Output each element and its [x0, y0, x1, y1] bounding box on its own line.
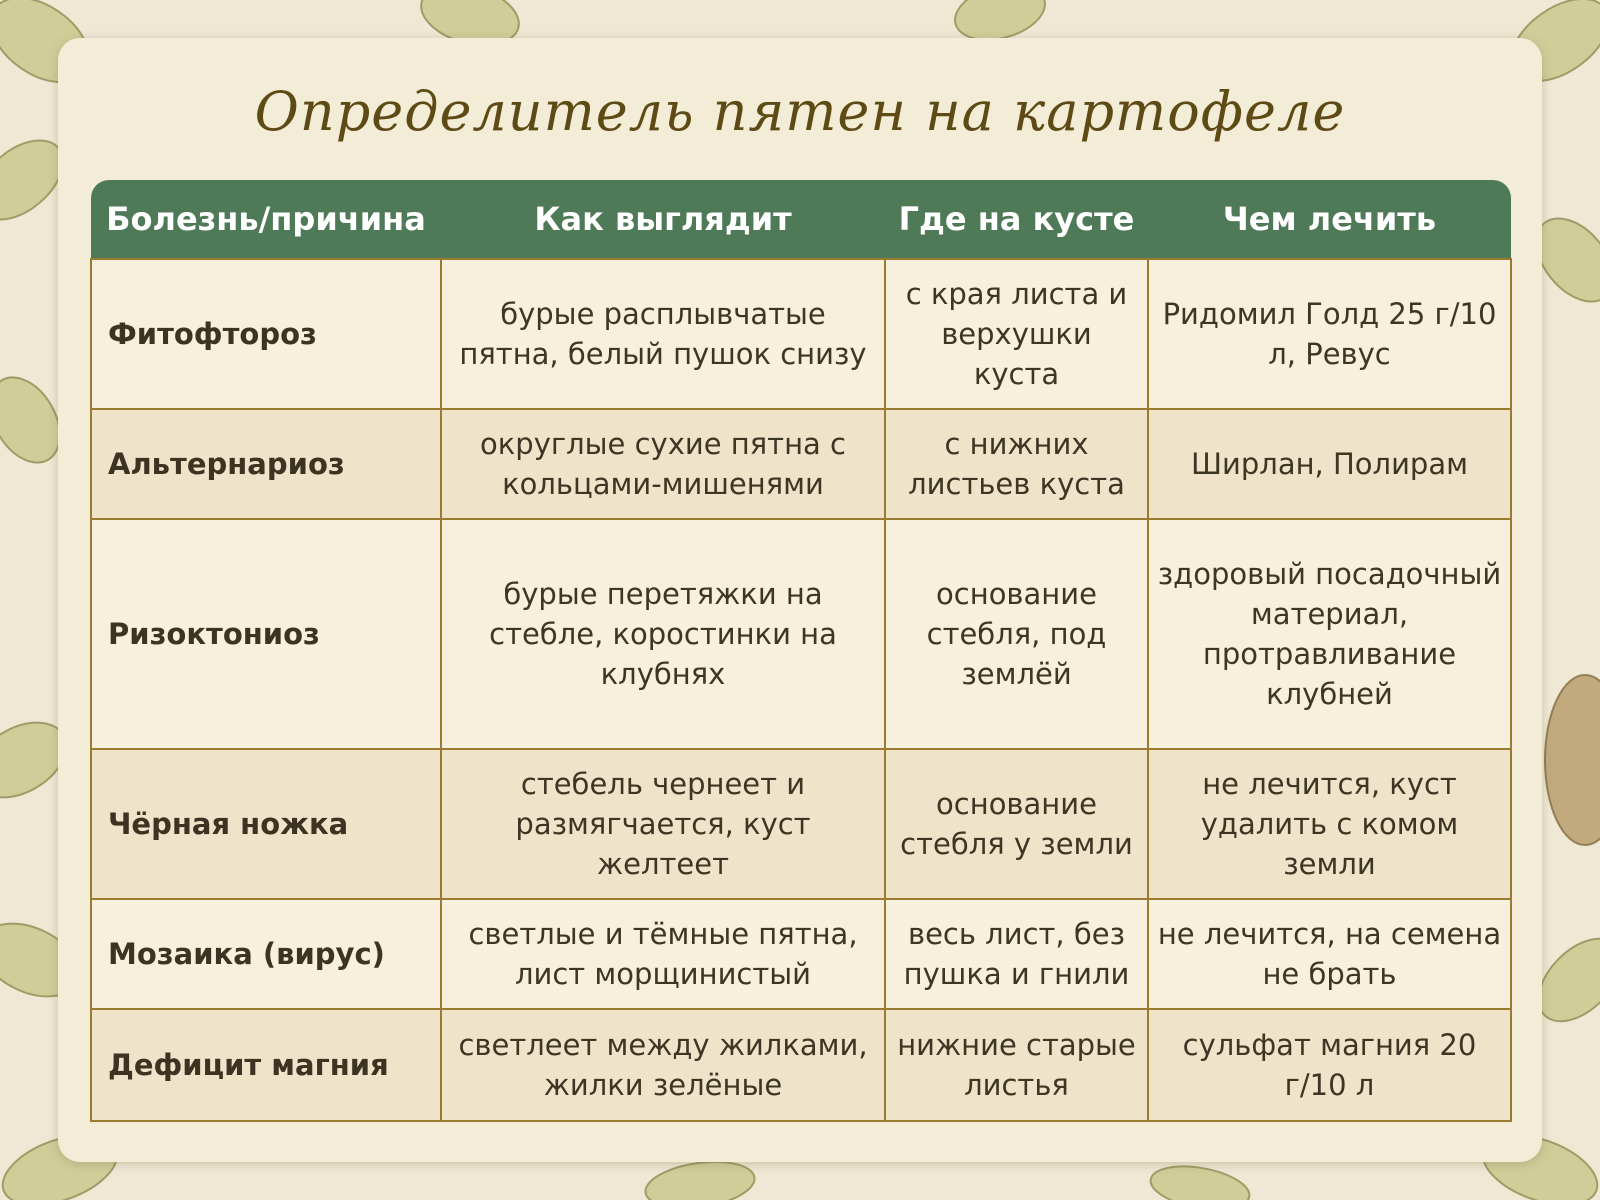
page-title: Определитель пятен на картофеле: [254, 80, 1346, 143]
treatment-cell: здоровый посадочный материал, протравливание клубней: [1148, 519, 1511, 749]
table-row: [91, 519, 1511, 749]
treatment-cell: сульфат магния 20 г/10 л: [1148, 1009, 1511, 1121]
location-cell: основание стебля, под землёй: [885, 519, 1148, 749]
column-header-appearance: Как выглядит: [441, 180, 885, 259]
treatment-cell: не лечится, на семена не брать: [1148, 899, 1511, 1009]
location-cell: основание стебля у земли: [885, 749, 1148, 899]
column-header-location: Где на кусте: [885, 180, 1148, 259]
appearance-cell: округлые сухие пятна с кольцами-мишенями: [441, 409, 885, 519]
location-cell: с нижних листьев куста: [885, 409, 1148, 519]
table-row: [91, 1009, 1511, 1121]
table-header-row: [91, 180, 1511, 259]
appearance-cell: светлые и тёмные пятна, лист морщинистый: [441, 899, 885, 1009]
treatment-cell: Ридомил Голд 25 г/10 л, Ревус: [1148, 259, 1511, 409]
disease-name: Альтернариоз: [91, 409, 441, 519]
appearance-cell: светлеет между жилками, жилки зелёные: [441, 1009, 885, 1121]
location-cell: с края листа и верхушки куста: [885, 259, 1148, 409]
disease-name: Фитофтороз: [91, 259, 441, 409]
appearance-cell: бурые перетяжки на стебле, коростинки на клубнях: [441, 519, 885, 749]
location-cell: весь лист, без пушка и гнили: [885, 899, 1148, 1009]
table-row: [91, 409, 1511, 519]
treatment-cell: не лечится, куст удалить с комом земли: [1148, 749, 1511, 899]
column-header-treatment: Чем лечить: [1148, 180, 1511, 259]
appearance-cell: бурые расплывчатые пятна, белый пушок снизу: [441, 259, 885, 409]
disease-name: Мозаика (вирус): [91, 899, 441, 1009]
table-row: [91, 749, 1511, 899]
column-header-disease: Болезнь/причина: [91, 180, 441, 259]
disease-table: [90, 180, 1512, 1122]
disease-name: Ризоктониоз: [91, 519, 441, 749]
table-row: [91, 899, 1511, 1009]
table-row: [91, 259, 1511, 409]
location-cell: нижние старые листья: [885, 1009, 1148, 1121]
disease-name: Дефицит магния: [91, 1009, 441, 1121]
treatment-cell: Ширлан, Полирам: [1148, 409, 1511, 519]
disease-name: Чёрная ножка: [91, 749, 441, 899]
appearance-cell: стебель чернеет и размягчается, куст желтеет: [441, 749, 885, 899]
